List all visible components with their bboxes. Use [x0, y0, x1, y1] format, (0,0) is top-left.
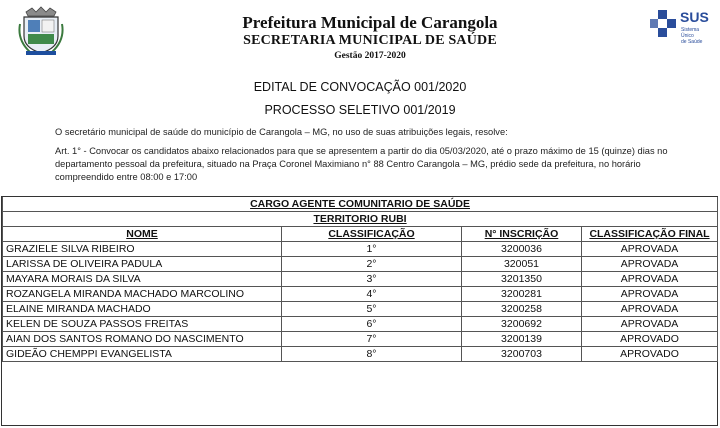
candidate-name: ROZANGELA MIRANDA MACHADO MARCOLINO [3, 287, 282, 302]
edital-intro: O secretário municipal de saúde do município de Carangola – MG, no uso de suas atribuições legais, resolve: [55, 127, 508, 137]
table-title: CARGO AGENTE COMUNITARIO DE SAÚDE [3, 197, 718, 212]
candidate-final: APROVADA [582, 257, 718, 272]
table-row [3, 272, 718, 287]
candidate-final: APROVADO [582, 332, 718, 347]
candidate-inscricao: 320051 [462, 257, 582, 272]
table-territory: TERRITORIO RUBI [3, 212, 718, 227]
candidate-inscricao: 3201350 [462, 272, 582, 287]
candidate-classificacao: 8° [282, 347, 462, 362]
column-header-nome: NOME [3, 227, 282, 242]
candidate-name: AIAN DOS SANTOS ROMANO DO NASCIMENTO [3, 332, 282, 347]
candidates-table [1, 196, 718, 426]
candidate-inscricao: 3200692 [462, 317, 582, 332]
candidate-final: APROVADA [582, 302, 718, 317]
table-row [3, 257, 718, 272]
candidate-classificacao: 1° [282, 242, 462, 257]
candidate-inscricao: 3200139 [462, 332, 582, 347]
candidate-classificacao: 7° [282, 332, 462, 347]
table-row [3, 317, 718, 332]
candidate-inscricao: 3200036 [462, 242, 582, 257]
sus-logo-line1: Sistema [681, 27, 700, 33]
edital-process: PROCESSO SELETIVO 001/2019 [264, 103, 456, 117]
sus-logo-line3: de Saúde [681, 39, 703, 45]
candidate-classificacao: 5° [282, 302, 462, 317]
table-row [3, 332, 718, 347]
candidate-final: APROVADA [582, 317, 718, 332]
candidate-final: APROVADA [582, 287, 718, 302]
candidate-inscricao: 3200281 [462, 287, 582, 302]
candidate-name: MAYARA MORAIS DA SILVA [3, 272, 282, 287]
table-header-row [3, 227, 718, 242]
column-header-inscricao: N° INSCRIÇÃO [462, 227, 582, 242]
header-title: Prefeitura Municipal de Carangola [242, 13, 498, 32]
candidate-inscricao: 3200703 [462, 347, 582, 362]
candidate-final: APROVADO [582, 347, 718, 362]
candidate-name: GIDEÃO CHEMPPI EVANGELISTA [3, 347, 282, 362]
header-term: Gestão 2017-2020 [334, 51, 406, 61]
candidate-final: APROVADA [582, 272, 718, 287]
candidate-name: LARISSA DE OLIVEIRA PADULA [3, 257, 282, 272]
candidate-classificacao: 4° [282, 287, 462, 302]
candidate-inscricao: 3200258 [462, 302, 582, 317]
edital-title: EDITAL DE CONVOCAÇÃO 001/2020 [253, 80, 467, 94]
municipal-crest-icon [18, 6, 64, 56]
candidate-name: GRAZIELE SILVA RIBEIRO [3, 242, 282, 257]
candidate-classificacao: 2° [282, 257, 462, 272]
column-header-classificacao: CLASSIFICAÇÃO [282, 227, 462, 242]
candidate-name: ELAINE MIRANDA MACHADO [3, 302, 282, 317]
candidate-name: KELEN DE SOUZA PASSOS FREITAS [3, 317, 282, 332]
candidate-classificacao: 3° [282, 272, 462, 287]
header-subtitle: SECRETARIA MUNICIPAL DE SAÚDE [243, 33, 497, 48]
edital-article: Art. 1° - Convocar os candidatos abaixo relacionados para que se apresentem a partir do dia 05/03/2020, até o prazo máximo de 15 (quinze) dias no departamento pessoal da prefeitura, situado na Praça Coronel Maximiano n° 88 Centro Carangola – MG, prédio sede da prefeitura, no horário compreendido entre 08:00 e 17:00 [55, 146, 668, 182]
table-row [3, 242, 718, 257]
table-row [3, 347, 718, 362]
table-row [3, 287, 718, 302]
sus-logo-text: SUS [680, 9, 709, 25]
column-header-classificacao-final: CLASSIFICAÇÃO FINAL [582, 227, 718, 242]
sus-logo-icon [650, 6, 712, 50]
table-row [3, 302, 718, 317]
candidate-final: APROVADA [582, 242, 718, 257]
sus-logo-line2: Único [681, 33, 694, 39]
candidate-classificacao: 6° [282, 317, 462, 332]
